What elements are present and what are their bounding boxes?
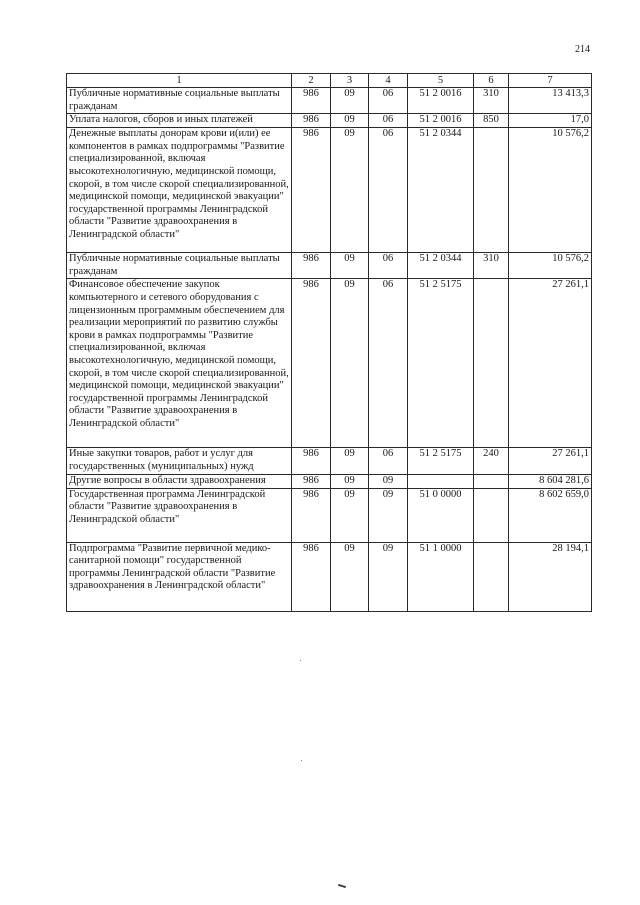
subsection-code: 06: [369, 448, 408, 474]
expense-type-code: 310: [474, 88, 509, 114]
amount: 17,0: [509, 114, 592, 128]
table-row: [67, 488, 592, 542]
ministry-code: 986: [292, 448, 331, 474]
section-code: 09: [331, 474, 369, 488]
target-article-code: 51 1 0000: [408, 542, 474, 611]
target-article-code: 51 2 0016: [408, 88, 474, 114]
target-article-code: 51 0 0000: [408, 488, 474, 542]
subsection-code: 09: [369, 542, 408, 611]
subsection-code: 06: [369, 114, 408, 128]
expense-type-code: [474, 474, 509, 488]
section-code: 09: [331, 279, 369, 448]
amount: 8 602 659,0: [509, 488, 592, 542]
amount: 10 576,2: [509, 253, 592, 279]
row-name: Подпрограмма "Развитие первичной медико-санитарной помощи" государственной программы Ленинградской области "Развитие здравоохранения в Ленинградской области": [67, 542, 292, 611]
ministry-code: 986: [292, 488, 331, 542]
row-name: Другие вопросы в области здравоохранения: [67, 474, 292, 488]
amount: 8 604 281,6: [509, 474, 592, 488]
subsection-code: 06: [369, 279, 408, 448]
amount: 13 413,3: [509, 88, 592, 114]
row-name: Иные закупки товаров, работ и услуг для государственных (муниципальных) нужд: [67, 448, 292, 474]
ministry-code: 986: [292, 279, 331, 448]
expense-type-code: [474, 488, 509, 542]
table-row: [67, 474, 592, 488]
subsection-code: 06: [369, 253, 408, 279]
row-name: Публичные нормативные социальные выплаты гражданам: [67, 88, 292, 114]
subsection-code: 09: [369, 474, 408, 488]
table-row: [67, 542, 592, 611]
subsection-code: 09: [369, 488, 408, 542]
scan-mark: [338, 884, 346, 888]
table-row: [67, 88, 592, 114]
amount: 10 576,2: [509, 128, 592, 253]
section-code: 09: [331, 128, 369, 253]
ministry-code: 986: [292, 474, 331, 488]
ministry-code: 986: [292, 88, 331, 114]
row-name: Публичные нормативные социальные выплаты гражданам: [67, 253, 292, 279]
target-article-code: 51 2 0344: [408, 253, 474, 279]
expense-type-code: [474, 279, 509, 448]
section-code: 09: [331, 253, 369, 279]
target-article-code: 51 2 0016: [408, 114, 474, 128]
target-article-code: 51 2 5175: [408, 279, 474, 448]
expense-type-code: [474, 542, 509, 611]
expense-type-code: [474, 128, 509, 253]
ministry-code: 986: [292, 128, 331, 253]
scan-speck: [300, 660, 301, 661]
column-header: 2: [292, 74, 331, 88]
table-row: [67, 128, 592, 253]
ministry-code: 986: [292, 542, 331, 611]
ministry-code: 986: [292, 253, 331, 279]
table-row: [67, 114, 592, 128]
column-header: 1: [67, 74, 292, 88]
table-row: [67, 253, 592, 279]
column-header: 3: [331, 74, 369, 88]
amount: 27 261,1: [509, 448, 592, 474]
section-code: 09: [331, 88, 369, 114]
row-name: Уплата налогов, сборов и иных платежей: [67, 114, 292, 128]
row-name: Государственная программа Ленинградской области "Развитие здравоохранения в Ленинградской области": [67, 488, 292, 542]
column-header: 5: [408, 74, 474, 88]
ministry-code: 986: [292, 114, 331, 128]
expense-type-code: 240: [474, 448, 509, 474]
target-article-code: 51 2 5175: [408, 448, 474, 474]
subsection-code: 06: [369, 128, 408, 253]
table-row: [67, 448, 592, 474]
page-number: 214: [575, 44, 590, 55]
table-header-row: [67, 74, 592, 88]
expense-type-code: 850: [474, 114, 509, 128]
expense-type-code: 310: [474, 253, 509, 279]
section-code: 09: [331, 114, 369, 128]
amount: 28 194,1: [509, 542, 592, 611]
column-header: 6: [474, 74, 509, 88]
amount: 27 261,1: [509, 279, 592, 448]
row-name: Денежные выплаты донорам крови и(или) ее компонентов в рамках подпрограммы "Развитие специализированной, включая высокотехнологичную, медицинской помощи, скорой, в том числе скорой специализированной, медицинской помощи, медицинской эвакуации" государственной программы Ленинградской области "Развитие здравоохранения в Ленинградской области": [67, 128, 292, 253]
section-code: 09: [331, 542, 369, 611]
section-code: 09: [331, 448, 369, 474]
table-row: [67, 279, 592, 448]
subsection-code: 06: [369, 88, 408, 114]
column-header: 7: [509, 74, 592, 88]
target-article-code: [408, 474, 474, 488]
target-article-code: 51 2 0344: [408, 128, 474, 253]
column-header: 4: [369, 74, 408, 88]
scan-speck: [301, 760, 302, 761]
budget-table: [66, 73, 592, 612]
section-code: 09: [331, 488, 369, 542]
row-name: Финансовое обеспечение закупок компьютерного и сетевого оборудования с лицензионным программным обеспечением для реализации мероприятий по развитию службы крови в рамках подпрограммы "Развитие специализированной, включая высокотехнологичную, медицинской помощи, скорой, в том числе скорой специализированной, медицинской помощи, медицинской эвакуации" государственной программы Ленинградской области "Развитие здравоохранения в Ленинградской области": [67, 279, 292, 448]
